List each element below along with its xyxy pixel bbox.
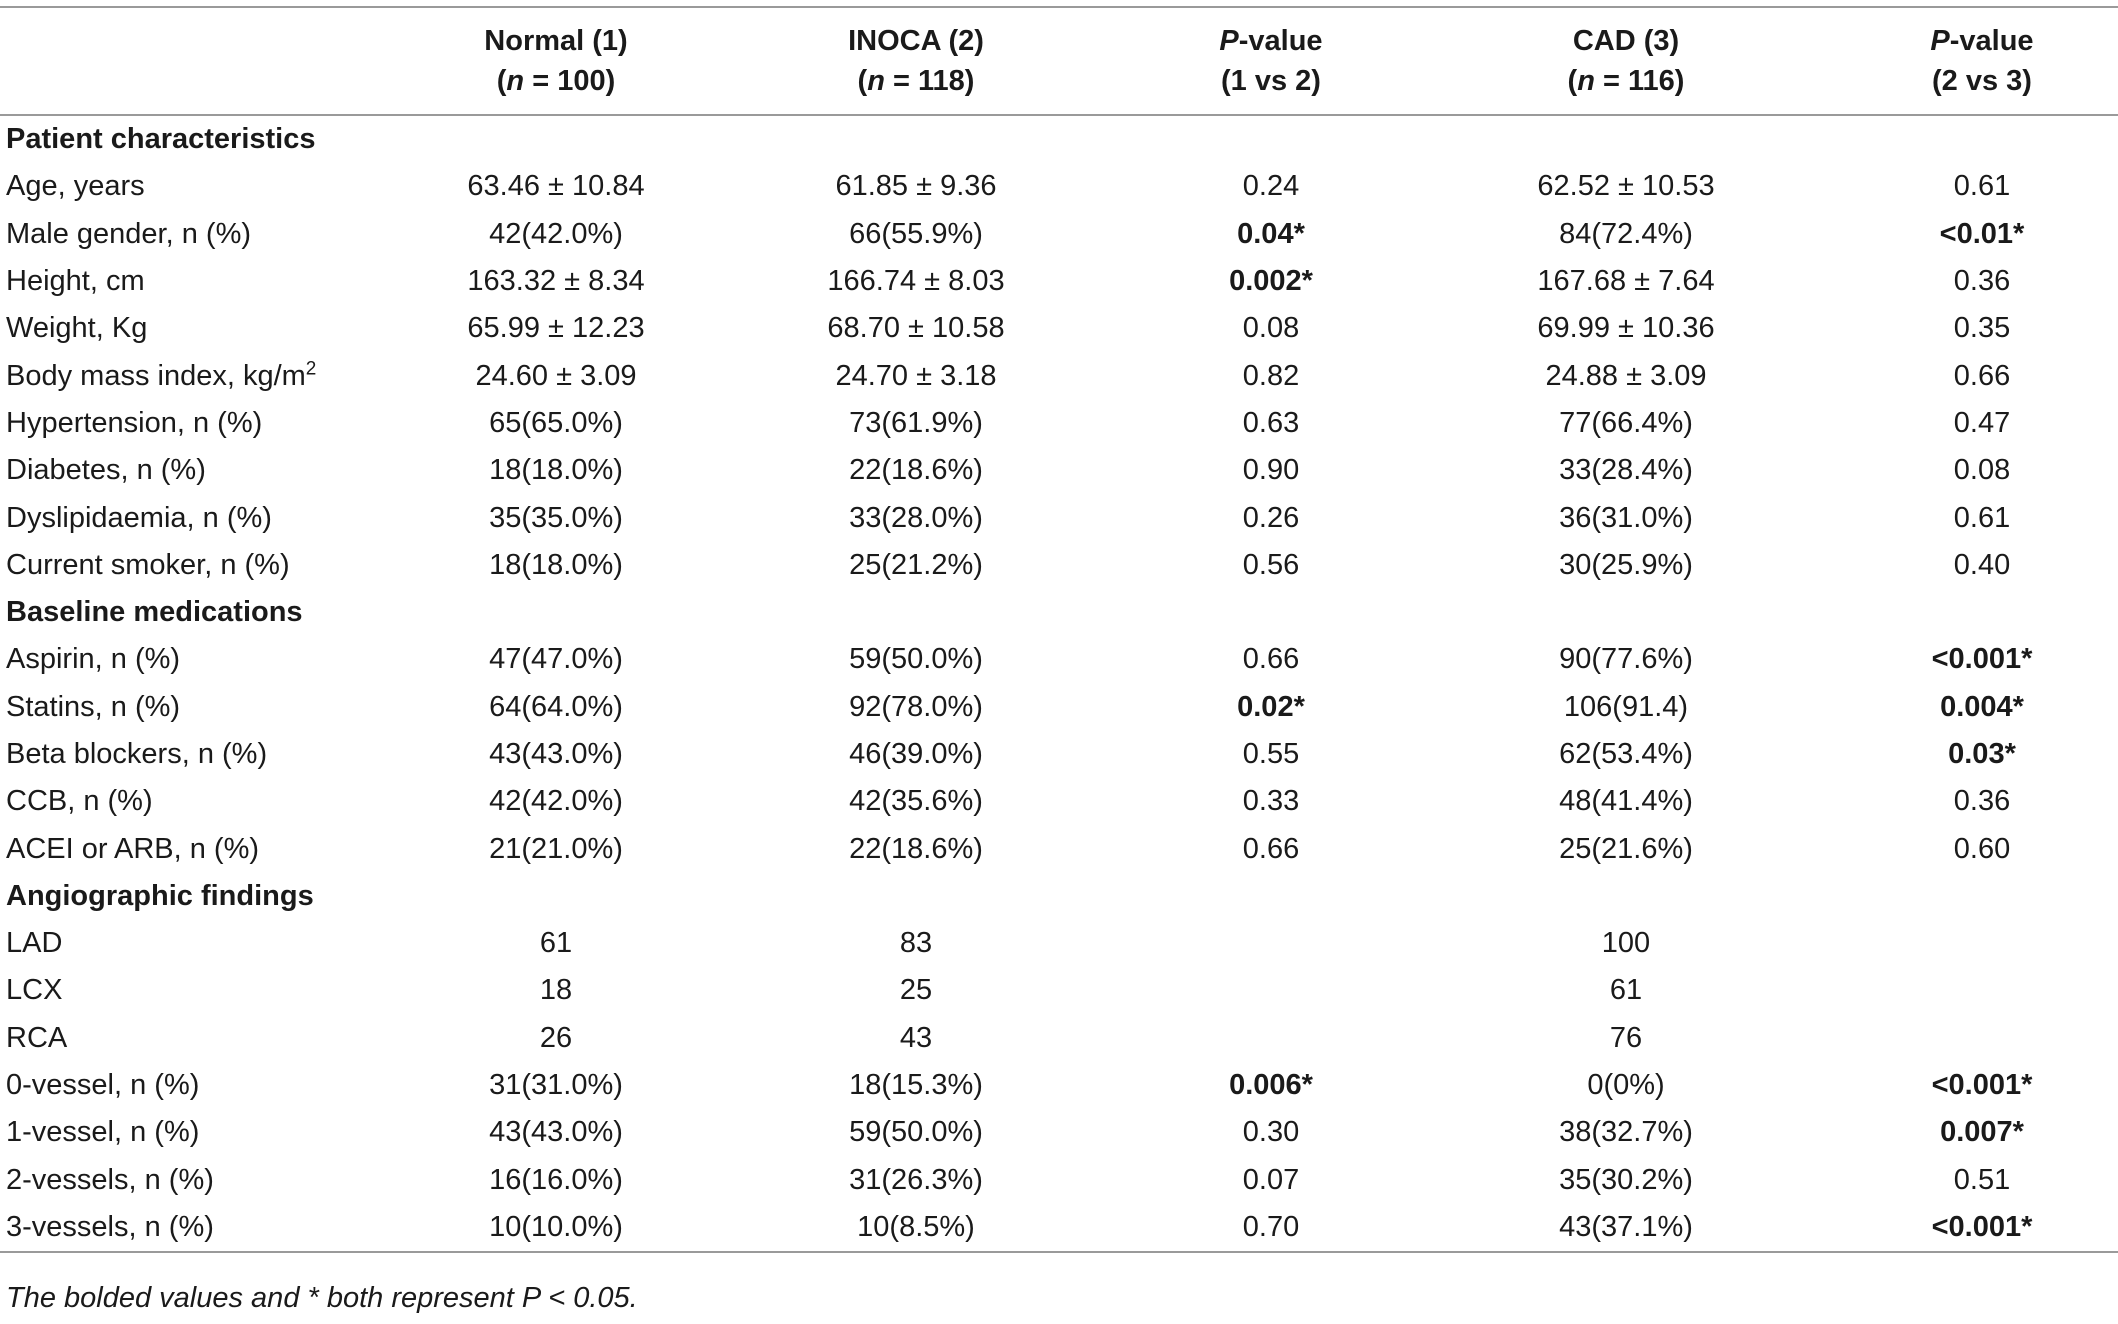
header-p-value-2vs3 — [1846, 7, 2118, 115]
cell-inoca: 22(18.6%) — [849, 832, 983, 865]
header-normal-title: Normal (1) — [484, 25, 628, 57]
row-label-superscript: 2 — [305, 357, 317, 379]
section-title: Baseline medications — [6, 596, 303, 629]
table-row — [0, 494, 2118, 541]
cell-cad: 24.88 ± 3.09 — [1545, 359, 1707, 392]
cell-normal: 16(16.0%) — [489, 1163, 623, 1196]
cell-p-value-2vs3: 0.36 — [1953, 265, 2011, 298]
cell-p-value-2vs3: <0.01* — [1939, 217, 2025, 250]
cell-p-value-2vs3: 0.60 — [1953, 832, 2011, 865]
cell-normal: 31(31.0%) — [489, 1069, 623, 1102]
cell-p-value-1vs2: 0.90 — [1242, 454, 1300, 487]
cell-normal: 163.32 ± 8.34 — [467, 265, 645, 298]
table-row — [0, 731, 2118, 778]
cell-p-value-2vs3: <0.001* — [1931, 643, 2033, 676]
cell-inoca: 10(8.5%) — [696, 1204, 1136, 1252]
cell-p-value-1vs2: 0.08 — [1242, 312, 1300, 345]
cell-inoca: 43 — [899, 1021, 933, 1054]
cell-normal: 21(21.0%) — [489, 832, 623, 865]
row-label: Statins, n (%) — [6, 690, 181, 723]
table-row — [0, 211, 2118, 258]
cell-p-value-1vs2: 0.63 — [1242, 406, 1300, 439]
row-label: ACEI or ARB, n (%) — [6, 832, 260, 865]
cell-inoca: 25(21.2%) — [849, 548, 983, 581]
table-row — [0, 447, 2118, 494]
cell-p-value-1vs2: 0.30 — [1242, 1116, 1300, 1149]
cell-p-value-2vs3: <0.001* — [1931, 1069, 2033, 1102]
table-row — [0, 920, 2118, 967]
cell-p-value-1vs2 — [1136, 967, 1406, 1014]
cell-p-value-1vs2: 0.66 — [1242, 643, 1300, 676]
cell-inoca: 92(78.0%) — [849, 690, 983, 723]
cell-cad: 35(30.2%) — [1559, 1163, 1693, 1196]
cell-cad: 30(25.9%) — [1559, 548, 1693, 581]
header-normal-n: (n = 100) — [496, 65, 616, 97]
row-label: 1-vessel, n (%) — [6, 1116, 200, 1149]
cell-inoca: 59(50.0%) — [849, 1116, 983, 1149]
header-cad — [1406, 7, 1846, 115]
cell-p-value-1vs2: 0.24 — [1242, 170, 1300, 203]
cell-normal: 10(10.0%) — [416, 1204, 696, 1252]
cell-p-value-1vs2: 0.002* — [1229, 265, 1313, 298]
cell-p-value-1vs2: 0.66 — [1242, 832, 1300, 865]
cell-inoca: 68.70 ± 10.58 — [827, 312, 1005, 345]
cell-cad: 62(53.4%) — [1559, 738, 1693, 770]
table-row — [0, 542, 2118, 589]
table-row — [0, 1015, 2118, 1062]
table-row — [0, 400, 2118, 447]
table-body — [0, 115, 2118, 1252]
cell-inoca: 59(50.0%) — [849, 643, 983, 676]
cell-cad: 0(0%) — [1587, 1069, 1665, 1102]
cell-p-value-1vs2: 0.26 — [1242, 501, 1300, 534]
cell-p-value-1vs2: 0.33 — [1242, 785, 1300, 818]
cell-cad: 33(28.4%) — [1559, 454, 1693, 487]
cell-cad: 100 — [1601, 927, 1651, 960]
row-label: Weight, Kg — [6, 312, 148, 345]
table-row — [0, 1109, 2118, 1156]
cell-normal: 47(47.0%) — [489, 643, 623, 676]
row-label: 3-vessels, n (%) — [0, 1204, 416, 1252]
row-label: LAD — [6, 927, 63, 960]
cell-p-value-1vs2: 0.70 — [1136, 1204, 1406, 1252]
header-inoca-n: (n = 118) — [857, 65, 975, 97]
table-row — [0, 305, 2118, 352]
cell-inoca: 33(28.0%) — [849, 501, 983, 534]
cell-p-value-1vs2 — [1136, 920, 1406, 967]
cell-p-value-2vs3 — [1846, 920, 2118, 967]
cell-inoca: 31(26.3%) — [849, 1163, 983, 1196]
cell-normal: 18(18.0%) — [489, 548, 623, 581]
row-label: Beta blockers, n (%) — [6, 738, 268, 770]
cell-normal: 26 — [539, 1021, 573, 1054]
cell-cad: 69.99 ± 10.36 — [1537, 312, 1715, 345]
cell-normal: 35(35.0%) — [489, 501, 623, 534]
cell-p-value-2vs3: 0.61 — [1953, 170, 2011, 203]
cell-normal: 65(65.0%) — [489, 406, 623, 439]
row-label: RCA — [6, 1021, 68, 1054]
cell-p-value-1vs2: 0.55 — [1242, 738, 1300, 770]
cell-inoca: 18(15.3%) — [849, 1069, 983, 1102]
table-footnote: The bolded values and * both represent P < 0.05. — [6, 1282, 638, 1314]
header-cad-n: (n = 116) — [1567, 65, 1685, 97]
cell-cad: 84(72.4%) — [1559, 217, 1693, 250]
row-label: Hypertension, n (%) — [6, 406, 263, 439]
cell-normal: 61 — [539, 927, 573, 960]
cell-p-value-2vs3 — [1846, 1015, 2118, 1062]
cell-normal: 42(42.0%) — [489, 785, 623, 818]
cell-inoca: 25 — [899, 974, 933, 1007]
cell-p-value-1vs2: 0.82 — [1242, 359, 1300, 392]
cell-p-value-2vs3: 0.35 — [1953, 312, 2011, 345]
cell-inoca: 42(35.6%) — [849, 785, 983, 818]
cell-normal: 43(43.0%) — [489, 738, 623, 770]
table-row — [0, 258, 2118, 305]
cell-cad: 106(91.4) — [1563, 690, 1689, 723]
header-label-column — [0, 7, 416, 115]
cell-normal: 43(43.0%) — [489, 1116, 623, 1149]
header-cad-title: CAD (3) — [1572, 25, 1680, 57]
table-row — [0, 636, 2118, 683]
cell-p-value-2vs3: 0.40 — [1953, 548, 2011, 581]
cell-cad: 61 — [1609, 974, 1643, 1007]
row-label: LCX — [6, 974, 63, 1007]
table-row — [0, 825, 2118, 872]
table-row — [0, 967, 2118, 1014]
cell-p-value-1vs2: 0.07 — [1242, 1163, 1300, 1196]
cell-normal: 18 — [539, 974, 573, 1007]
header-inoca — [696, 7, 1136, 115]
header-inoca-title: INOCA (2) — [848, 25, 984, 57]
cell-inoca: 66(55.9%) — [849, 217, 983, 250]
section-title: Patient characteristics — [6, 123, 316, 156]
cell-inoca: 22(18.6%) — [849, 454, 983, 487]
cell-p-value-1vs2: 0.04* — [1237, 217, 1305, 250]
header-p-value-1vs2 — [1136, 7, 1406, 115]
cell-cad: 167.68 ± 7.64 — [1537, 265, 1715, 298]
table-row — [0, 1062, 2118, 1109]
cell-inoca: 24.70 ± 3.18 — [835, 359, 997, 392]
row-label: Diabetes, n (%) — [6, 454, 206, 487]
header-p-value-1vs2-title: P-value — [1219, 25, 1323, 57]
cell-normal: 63.46 ± 10.84 — [467, 170, 645, 203]
cell-p-value-2vs3: 0.66 — [1953, 359, 2011, 392]
cell-p-value-1vs2: 0.56 — [1242, 548, 1300, 581]
row-label: Male gender, n (%) — [6, 217, 252, 250]
cell-p-value-2vs3: 0.08 — [1953, 454, 2011, 487]
table-row — [0, 352, 2118, 399]
cell-cad: 48(41.4%) — [1559, 785, 1693, 818]
cell-p-value-2vs3: 0.36 — [1953, 785, 2011, 818]
header-p-value-2vs3-title: P-value — [1930, 25, 2034, 57]
table-row — [0, 684, 2118, 731]
cell-normal: 64(64.0%) — [489, 690, 623, 723]
section-header-row — [0, 589, 2118, 636]
cell-p-value-2vs3: <0.001* — [1846, 1204, 2118, 1252]
header-p-value-1vs2-comparison: (1 vs 2) — [1221, 65, 1321, 97]
baseline-characteristics-table — [0, 6, 2118, 1253]
cell-cad: 43(37.1%) — [1406, 1204, 1846, 1252]
cell-p-value-2vs3: 0.004* — [1940, 690, 2024, 723]
cell-normal: 42(42.0%) — [489, 217, 623, 250]
cell-cad: 76 — [1609, 1021, 1643, 1054]
section-header-row — [0, 115, 2118, 163]
cell-normal: 65.99 ± 12.23 — [467, 312, 645, 345]
table-row — [0, 1157, 2118, 1204]
cell-cad: 77(66.4%) — [1559, 406, 1693, 439]
cell-cad: 25(21.6%) — [1559, 832, 1693, 865]
cell-p-value-2vs3: 0.03* — [1948, 738, 2016, 770]
row-label: 0-vessel, n (%) — [6, 1069, 200, 1102]
section-header-row — [0, 873, 2118, 920]
cell-cad: 36(31.0%) — [1559, 501, 1693, 534]
section-title: Angiographic findings — [6, 879, 314, 912]
row-label: Age, years — [6, 170, 145, 203]
cell-p-value-1vs2: 0.006* — [1229, 1069, 1313, 1102]
cell-inoca: 61.85 ± 9.36 — [835, 170, 997, 203]
table-row — [0, 778, 2118, 825]
row-label — [0, 352, 416, 399]
cell-inoca: 83 — [899, 927, 933, 960]
cell-p-value-2vs3: 0.61 — [1953, 501, 2011, 534]
row-label: Aspirin, n (%) — [6, 643, 181, 676]
row-label: Height, cm — [6, 265, 145, 298]
cell-p-value-2vs3: 0.007* — [1940, 1116, 2024, 1149]
table-row — [0, 163, 2118, 210]
header-p-value-2vs3-comparison: (2 vs 3) — [1932, 65, 2032, 97]
header-normal — [416, 7, 696, 115]
cell-cad: 62.52 ± 10.53 — [1537, 170, 1715, 203]
cell-inoca: 73(61.9%) — [849, 406, 983, 439]
row-label: Dyslipidaemia, n (%) — [6, 501, 272, 534]
cell-p-value-2vs3 — [1846, 967, 2118, 1014]
cell-normal: 24.60 ± 3.09 — [475, 359, 637, 392]
cell-p-value-1vs2 — [1136, 1015, 1406, 1062]
cell-cad: 38(32.7%) — [1559, 1116, 1693, 1149]
row-label: CCB, n (%) — [6, 785, 153, 818]
cell-inoca: 166.74 ± 8.03 — [827, 265, 1005, 298]
cell-normal: 18(18.0%) — [489, 454, 623, 487]
table-row — [0, 1204, 2118, 1252]
cell-inoca: 46(39.0%) — [849, 738, 983, 770]
row-label-text: Body mass index, kg/m — [6, 359, 306, 392]
cell-p-value-2vs3: 0.51 — [1953, 1163, 2011, 1196]
row-label: 2-vessels, n (%) — [6, 1163, 214, 1196]
cell-p-value-1vs2: 0.02* — [1237, 690, 1305, 723]
row-label: Current smoker, n (%) — [6, 548, 290, 581]
cell-cad: 90(77.6%) — [1559, 643, 1693, 676]
cell-p-value-2vs3: 0.47 — [1953, 406, 2011, 439]
table-header-row — [0, 7, 2118, 115]
